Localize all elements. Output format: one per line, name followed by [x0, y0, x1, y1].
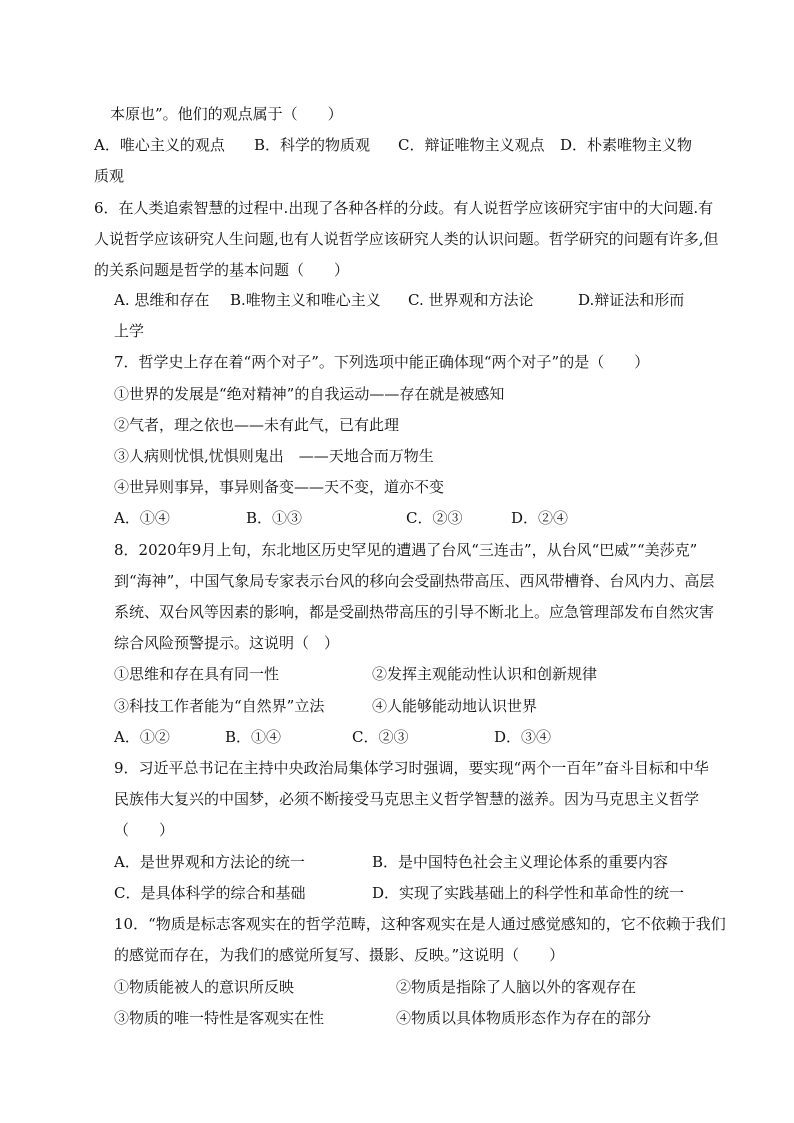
q5-option-a: A．唯心主义的观点 — [94, 136, 225, 154]
q10-item-1: ①物质能被人的意识所反映 — [114, 978, 295, 996]
q10-stem-line-1: 10．“物质是标志客观实在的哲学范畴，这种客观实在是人通过感觉感知的，它不依赖于我们 — [114, 915, 726, 933]
q8-items-row-1 — [0, 664, 794, 684]
q9-option-d: D．实现了实践基础上的科学性和革命性的统一 — [372, 884, 685, 902]
q10-item-3: ③物质的唯一特性是客观实在性 — [114, 1009, 325, 1027]
q9-options-row-2 — [0, 883, 794, 903]
q8-items-row-2 — [0, 696, 794, 716]
q9-option-c: C．是具体科学的综合和基础 — [114, 884, 306, 902]
q6-option-d: D.辩证法和形而 — [578, 291, 685, 309]
q10-item-4: ④物质以具体物质形态作为存在的部分 — [396, 1009, 652, 1027]
q8-option-c: C．②③ — [352, 728, 409, 746]
q9-option-b: B．是中国特色社会主义理论体系的重要内容 — [372, 853, 669, 871]
q8-option-d: D．③④ — [494, 728, 552, 746]
q6-option-b: B.唯物主义和唯心主义 — [230, 291, 381, 309]
q10-items-row-2 — [0, 1008, 794, 1028]
q7-options — [0, 508, 794, 528]
q5-option-tail: 质观 — [94, 167, 125, 185]
q7-stem: 7．哲学史上存在着“两个对子”。下列选项中能正确体现“两个对子”的是（ ） — [114, 353, 650, 371]
q9-stem-line-3: （ ） — [114, 821, 175, 839]
q6-stem-line-1: 6．在人类追索智慧的过程中.出现了各种各样的分歧。有人说哲学应该研究宇宙中的大问题.有 — [94, 199, 714, 217]
q9-stem-line-1: 9．习近平总书记在主持中央政治局集体学习时强调，要实现“两个一百年”奋斗目标和中华 — [114, 759, 709, 777]
q10-items-row-1 — [0, 977, 794, 997]
q6-option-tail: 上学 — [114, 322, 145, 340]
q9-options-row-1 — [0, 852, 794, 872]
q7-item-4: ④世异则事异，事异则备变——天不变，道亦不变 — [114, 478, 445, 496]
q7-option-d: D．②④ — [511, 509, 569, 527]
q6-option-a: A. 思维和存在 — [114, 291, 210, 309]
q5-option-c: C．辩证唯物主义观点 — [398, 136, 545, 154]
q5-option-b: B．科学的物质观 — [254, 136, 371, 154]
q8-stem-line-3: 系统、双台风等因素的影响，都是受副热带高压的引导不断北上。应急管理部发布自然灾害 — [114, 603, 715, 621]
q8-option-b: B．①④ — [225, 728, 282, 746]
q8-item-4: ④人能够能动地认识世界 — [372, 697, 538, 715]
q10-item-2: ②物质是指除了人脑以外的客观存在 — [396, 978, 637, 996]
q10-stem-line-2: 的感觉而存在，为我们的感觉所复写、摄影、反映。”这说明（ ） — [114, 946, 565, 964]
q7-item-3: ③人病则忧惧,忧惧则鬼出 ——天地合而万物生 — [114, 447, 434, 465]
q9-stem-line-2: 民族伟大复兴的中国梦，必须不断接受马克思主义哲学智慧的滋养。因为马克思主义哲学 — [114, 790, 700, 808]
q7-option-b: B．①③ — [246, 509, 303, 527]
q5-option-d: D．朴素唯物主义物 — [560, 136, 693, 154]
q8-stem-line-2: 到“海神”，中国气象局专家表示台风的移向会受副热带高压、西风带槽脊、台风内力、高层 — [114, 572, 715, 590]
q8-item-2: ②发挥主观能动性认识和创新规律 — [372, 665, 598, 683]
q8-item-1: ①思维和存在具有同一性 — [114, 665, 280, 683]
q6-option-c: C. 世界观和方法论 — [408, 291, 534, 309]
q6-stem-line-2: 人说哲学应该研究人生问题,也有人说哲学应该研究人类的认识问题。哲学研究的问题有许多,但 — [94, 230, 719, 248]
q8-stem-line-4: 综合风险预警提示。这说明（ ） — [114, 634, 340, 652]
q8-options — [0, 727, 794, 747]
q9-option-a: A．是世界观和方法论的统一 — [114, 853, 305, 871]
q6-options — [0, 290, 794, 310]
q7-option-a: A．①④ — [114, 509, 170, 527]
q8-stem-line-1: 8．2020年9月上旬，东北地区历史罕见的遭遇了台风“三连击”，从台风“巴威”“美莎克” — [114, 541, 698, 559]
q7-option-c: C．②③ — [406, 509, 463, 527]
q8-option-a: A．①② — [114, 728, 170, 746]
q5-stem-tail: 本原也”。他们的观点属于（ ） — [110, 105, 343, 123]
q7-item-2: ②气者，理之依也——未有此气，已有此理 — [114, 416, 400, 434]
q6-stem-line-3: 的关系问题是哲学的基本问题（ ） — [94, 261, 350, 279]
q7-item-1: ①世界的发展是“绝对精神”的自我运动——存在就是被感知 — [114, 385, 505, 403]
q5-options — [0, 135, 794, 155]
q8-item-3: ③科技工作者能为“自然界”立法 — [114, 697, 325, 715]
